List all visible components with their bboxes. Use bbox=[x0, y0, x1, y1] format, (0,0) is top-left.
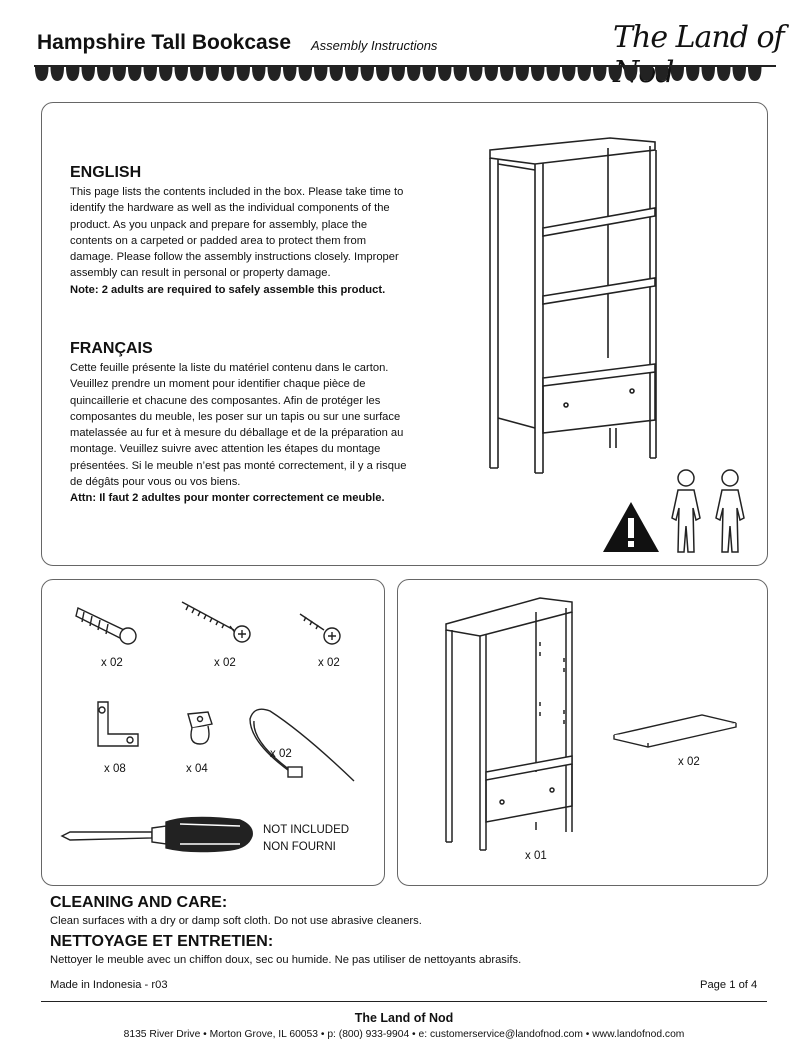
scallop-shape bbox=[128, 67, 142, 81]
scallop-shape bbox=[469, 67, 483, 81]
english-body-text: This page lists the contents included in the box. Please take time to identify the hardware as well as the individual components of the product. As you unpack and prepare for assembly, place the contents on a carpeted or padded area to protect them from damage. Please follow the assembly instructions closely. Improper assembly can result in personal or property damage. bbox=[70, 186, 404, 280]
french-body-text: Cette feuille présente la liste du matériel contenu dans le carton. Veuillez prendre un moment pour identifier chaque pièce de quincaillerie et chacune des composantes. Afin de protéger les composantes du meuble, les poser sur un tapis ou sur une surface matelassée au fur et à mesure du déballage et de la préparation au montage. Veuillez suivre avec attention les étapes du montage présentées. Si le meuble n’est pas monté correctement, il y a risque de dégâts pour vous ou vos biens. bbox=[70, 362, 407, 489]
made-in-label: Made in Indonesia - r03 bbox=[50, 979, 168, 991]
screwdriver-icon bbox=[60, 814, 256, 854]
scallop-shape bbox=[237, 67, 251, 81]
short-screw-icon bbox=[298, 612, 344, 646]
scallop-shape bbox=[82, 67, 96, 81]
english-note: Note: 2 adults are required to safely assemble this product. bbox=[70, 283, 386, 296]
scallop-shape bbox=[407, 67, 421, 81]
footer-company-name: The Land of Nod bbox=[354, 1011, 454, 1025]
french-note: Attn: Il faut 2 adultes pour monter correctement ce meuble. bbox=[70, 492, 385, 505]
scallop-shape bbox=[423, 67, 437, 81]
french-body bbox=[70, 360, 415, 507]
shelf-quantity: x 02 bbox=[678, 756, 700, 768]
english-heading: ENGLISH bbox=[70, 164, 142, 181]
scallop-shape bbox=[252, 67, 266, 81]
clip-quantity: x 04 bbox=[186, 763, 208, 775]
bookcase-quantity: x 01 bbox=[525, 850, 547, 862]
bookcase-illustration bbox=[480, 128, 670, 478]
warning-icon bbox=[601, 500, 661, 554]
scallop-shape bbox=[733, 67, 747, 81]
scallop-shape bbox=[51, 67, 65, 81]
scallop-shape bbox=[144, 67, 158, 81]
scallop-shape bbox=[113, 67, 127, 81]
scallop-shape bbox=[438, 67, 452, 81]
scallop-shape bbox=[361, 67, 375, 81]
care-section bbox=[50, 894, 770, 966]
wall-anchor-icon bbox=[74, 604, 140, 648]
scallop-shape bbox=[66, 67, 80, 81]
care-heading-fr: NETTOYAGE ET ENTRETIEN: bbox=[50, 933, 274, 950]
scallop-shape bbox=[314, 67, 328, 81]
loose-shelf-illustration bbox=[612, 713, 738, 753]
scallop-shape bbox=[624, 67, 638, 81]
scallop-shape bbox=[97, 67, 111, 81]
scallop-shape bbox=[702, 67, 716, 81]
scallop-shape bbox=[376, 67, 390, 81]
care-heading-en: CLEANING AND CARE: bbox=[50, 894, 228, 911]
scallop-shape bbox=[392, 67, 406, 81]
bracket-quantity: x 08 bbox=[104, 763, 126, 775]
scallop-shape bbox=[485, 67, 499, 81]
scallop-shape bbox=[640, 67, 654, 81]
two-adults-icon bbox=[666, 468, 756, 554]
french-heading: FRANÇAIS bbox=[70, 340, 153, 357]
scallop-shape bbox=[655, 67, 669, 81]
scallop-shape bbox=[454, 67, 468, 81]
english-body bbox=[70, 184, 410, 298]
scallop-shape bbox=[717, 67, 731, 81]
scallop-shape bbox=[206, 67, 220, 81]
scallop-shape bbox=[299, 67, 313, 81]
not-included-label: NOT INCLUDED bbox=[263, 824, 350, 836]
page-number: Page 1 of 4 bbox=[700, 979, 758, 991]
scallop-shape bbox=[686, 67, 700, 81]
scallop-shape bbox=[516, 67, 530, 81]
scallop-shape bbox=[159, 67, 173, 81]
english-section bbox=[70, 164, 410, 298]
footer-rule bbox=[41, 1001, 767, 1002]
scallop-shape bbox=[330, 67, 344, 81]
scallop-shape bbox=[531, 67, 545, 81]
strap-quantity: x 02 bbox=[270, 748, 292, 760]
scallop-shape bbox=[578, 67, 592, 81]
scallop-shape bbox=[748, 67, 762, 81]
bookcase-frame-illustration bbox=[440, 592, 580, 854]
document-title: Hampshire Tall Bookcase bbox=[37, 31, 292, 54]
brand-logo: The Land of bbox=[613, 20, 784, 55]
scalloped-divider bbox=[34, 64, 776, 86]
scallop-shape bbox=[345, 67, 359, 81]
scallop-shape bbox=[268, 67, 282, 81]
scallop-shape bbox=[547, 67, 561, 81]
scallop-shape bbox=[190, 67, 204, 81]
scallop-shape bbox=[221, 67, 235, 81]
scallop-shape bbox=[671, 67, 685, 81]
anchor-quantity: x 02 bbox=[101, 657, 123, 669]
scallop-shape bbox=[35, 67, 49, 81]
safety-strap-icon bbox=[244, 703, 356, 785]
scallop-shape bbox=[175, 67, 189, 81]
scallop-shape bbox=[500, 67, 514, 81]
long-screw-quantity: x 02 bbox=[214, 657, 236, 669]
care-text-fr: Nettoyer le meuble avec un chiffon doux, sec ou humide. Ne pas utiliser de nettoyants abrasifs. bbox=[50, 954, 522, 966]
scallop-shape bbox=[609, 67, 623, 81]
document-subtitle: Assembly Instructions bbox=[311, 38, 438, 53]
care-text-en: Clean surfaces with a dry or damp soft cloth. Do not use abrasive cleaners. bbox=[50, 915, 422, 927]
mounting-clip-icon bbox=[184, 710, 216, 748]
non-fourni-label: NON FOURNI bbox=[263, 841, 336, 853]
scallop-shape bbox=[593, 67, 607, 81]
shelf-bracket-icon bbox=[92, 700, 142, 752]
footer-contact-info: 8135 River Drive • Morton Grove, IL 60053 • p: (800) 933-9904 • e: customerservice@landofnod.com • www.landofnod.com bbox=[123, 1029, 685, 1040]
french-section bbox=[70, 340, 415, 507]
scallop-shape bbox=[562, 67, 576, 81]
scallop-shape bbox=[283, 67, 297, 81]
long-screw-icon bbox=[180, 600, 256, 644]
short-screw-quantity: x 02 bbox=[318, 657, 340, 669]
